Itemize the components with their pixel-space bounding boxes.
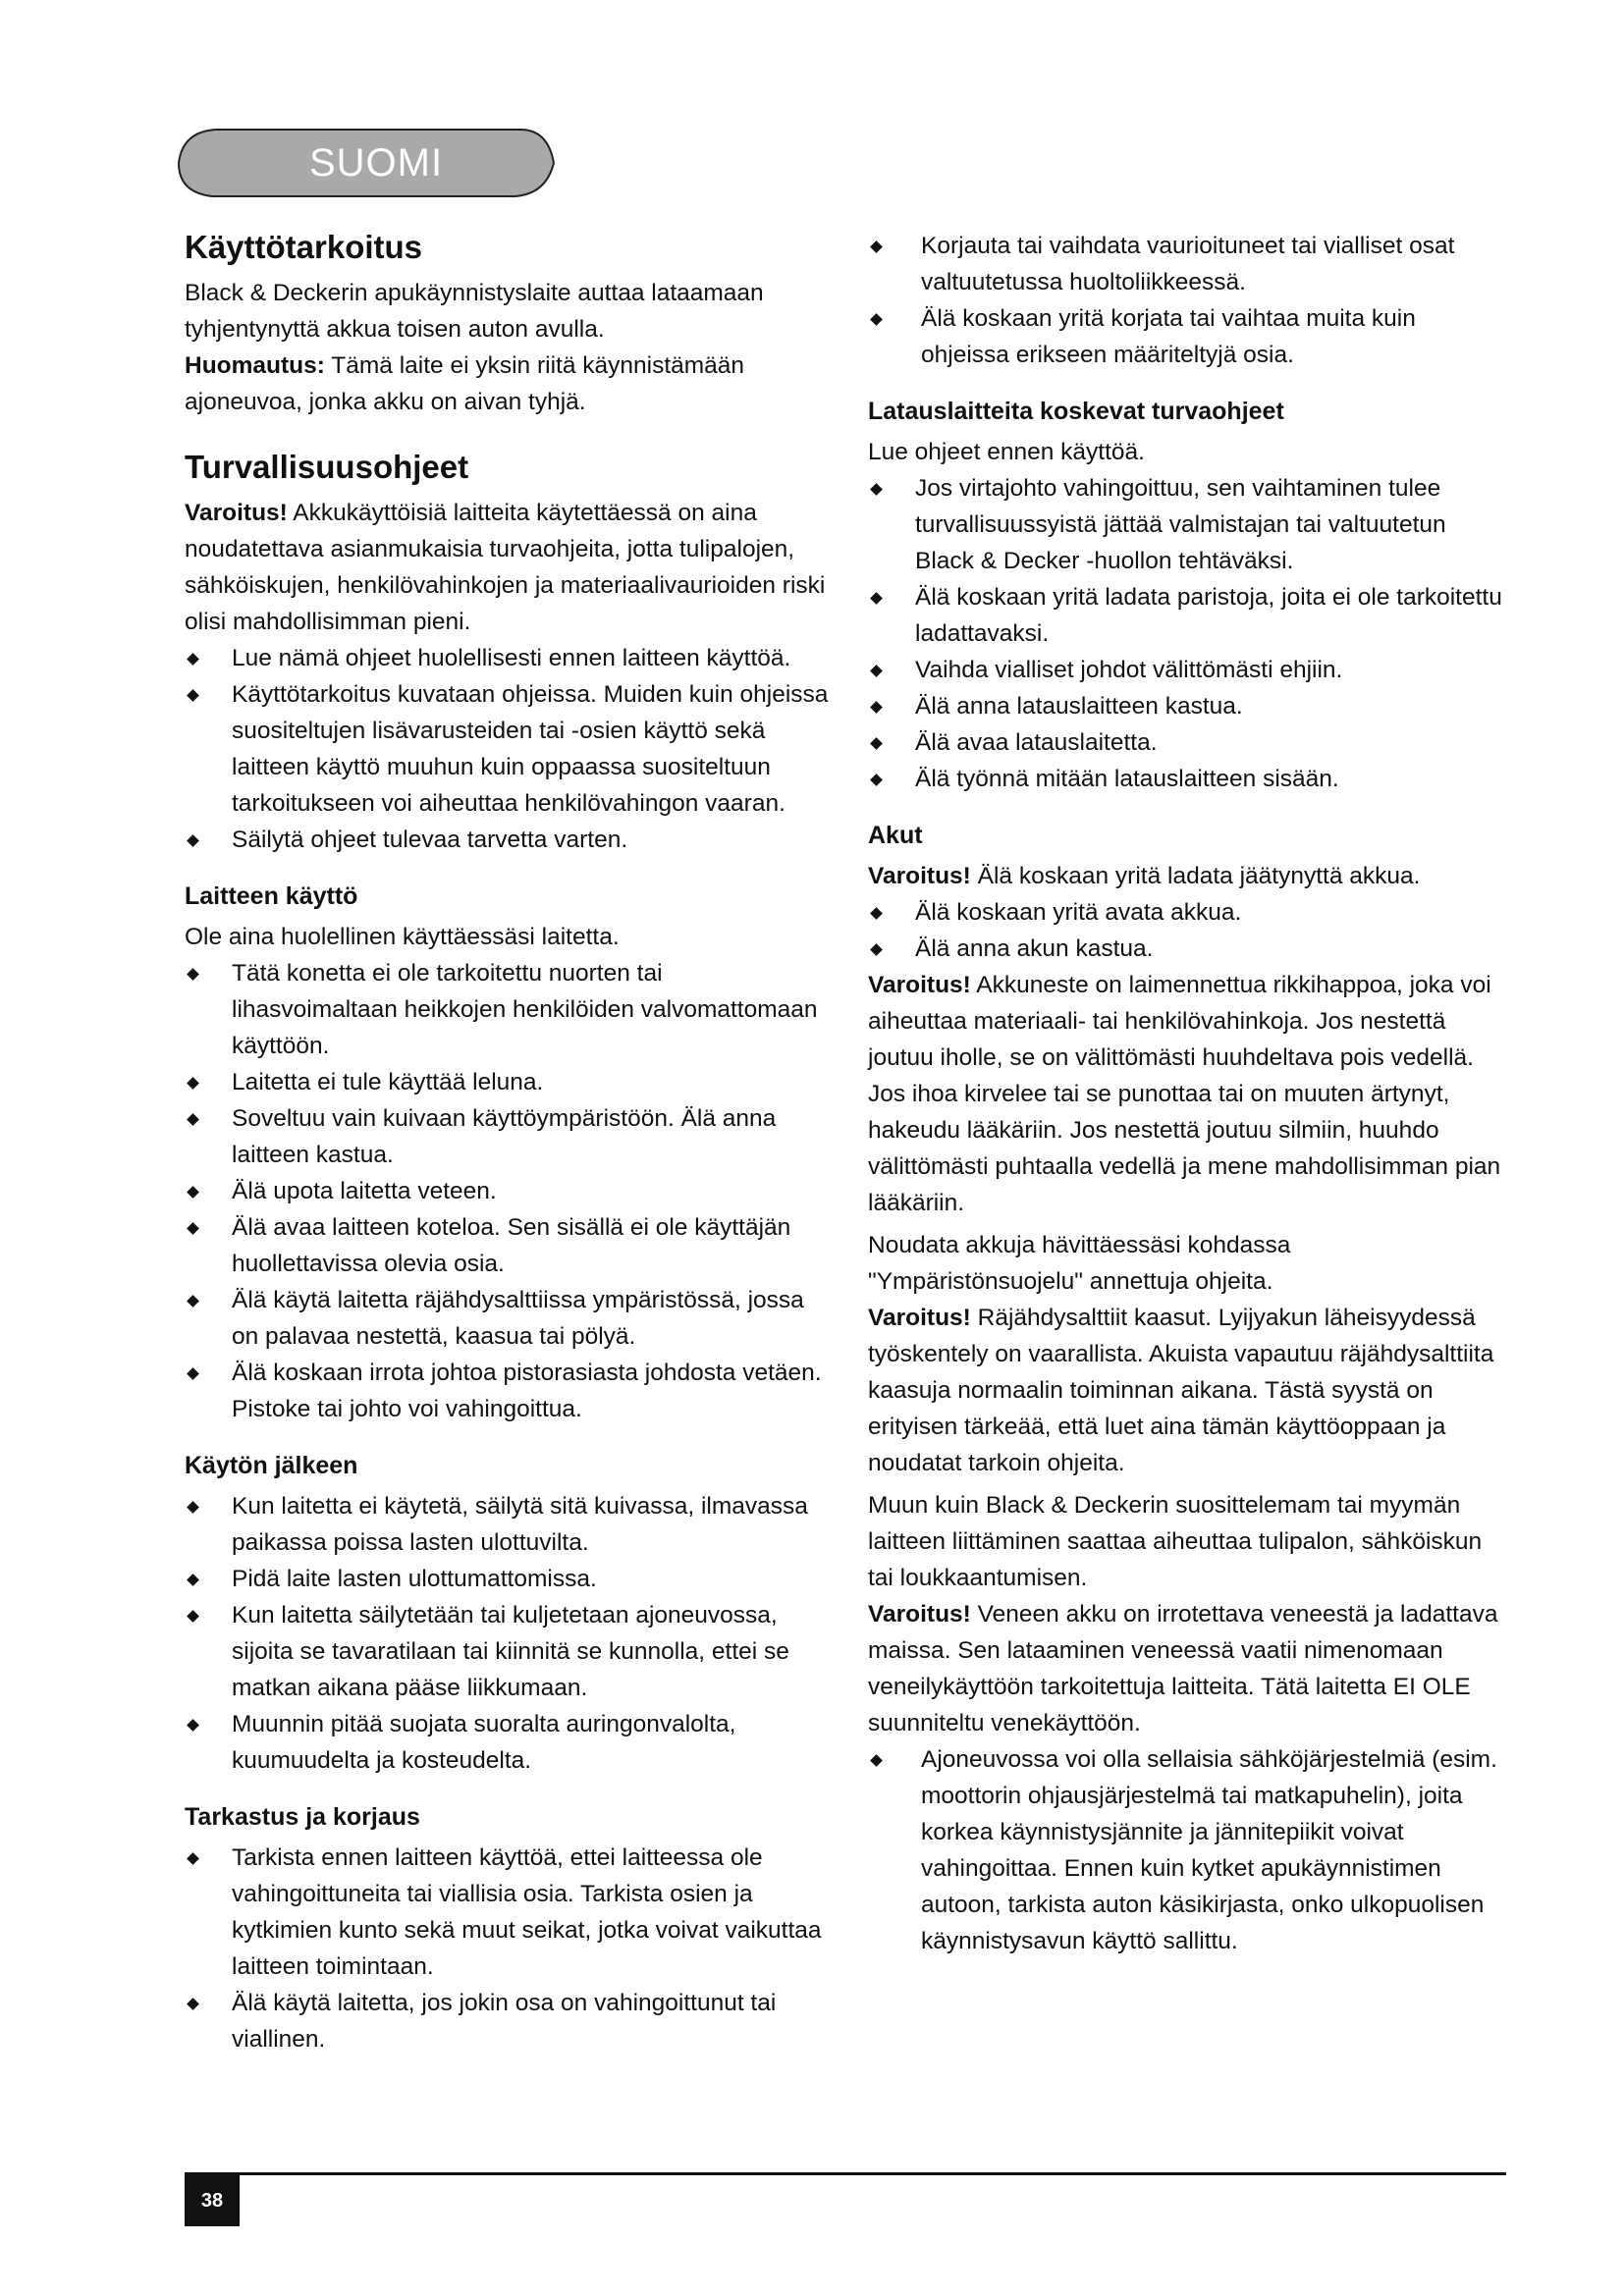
note-label: Huomautus: bbox=[185, 352, 325, 379]
note-text: Tämä laite ei yksin riitä käynnistämään ajoneuvoa, jonka akku on aivan tyhjä. bbox=[185, 352, 745, 415]
list-item: Älä koskaan yritä avata akkua. bbox=[868, 894, 1502, 931]
batteries-warning-1 bbox=[868, 858, 1502, 894]
warning-text: Älä koskaan yritä ladata jäätynyttä akkua. bbox=[970, 863, 1421, 889]
list-item: Älä koskaan yritä ladata paristoja, joita ei ole tarkoitettu ladattavaksi. bbox=[868, 579, 1502, 652]
bullet-icon bbox=[870, 701, 883, 714]
warning-label: Varoitus! bbox=[868, 972, 971, 998]
safety-list bbox=[185, 640, 829, 858]
list-item: Säilytä ohjeet tulevaa tarvetta varten. bbox=[185, 822, 829, 858]
left-column bbox=[185, 228, 829, 2057]
bullet-icon bbox=[187, 1077, 199, 1090]
warning-text: Veneen akku on irrotettava veneestä ja ladattava maissa. Sen lataaminen veneessä vaatii nimenomaan veneilykäyttöön tarkoitettuja laitteita. Tätä laitetta EI OLE suunniteltu venekäyttöön. bbox=[868, 1601, 1498, 1736]
warning-label: Varoitus! bbox=[868, 863, 971, 889]
safety-warning bbox=[185, 495, 829, 640]
list-item: Laitetta ei tule käyttää leluna. bbox=[185, 1064, 829, 1100]
warning-text: Akkukäyttöisiä laitteita käytettäessä on aina noudatettava asianmukaisia turvaohjeita, jotta tulipalojen, sähköiskujen, henkilövahinkojen ja materiaalivaurioiden riski olisi mahdollisimman pieni. bbox=[185, 500, 826, 635]
list-item: Lue nämä ohjeet huolellisesti ennen laitteen käyttöä. bbox=[185, 640, 829, 676]
list-item: Vaihda vialliset johdot välittömästi ehjiin. bbox=[868, 652, 1502, 688]
bullet-icon bbox=[870, 240, 883, 253]
safety-heading: Turvallisuusohjeet bbox=[185, 449, 469, 485]
bullet-icon bbox=[187, 1186, 199, 1199]
warning-text: Akkuneste on laimennettua rikkihappoa, joka voi aiheuttaa materiaali- tai henkilövahinkoja. Jos nestettä joutuu iholle, se on välittömästi huuhdeltava pois vedellä. Jos ihoa kirvelee tai se punottaa tai on muuten ärtynyt, hakeudu lääkäriin. Jos nestettä joutuu silmiin, huuhdo välittömästi puhtaalla vedellä ja mene mahdollisimman pian lääkäriin. bbox=[868, 972, 1501, 1216]
inspection-list bbox=[185, 1840, 829, 2057]
language-label: SUOMI bbox=[308, 141, 444, 185]
warning-label: Varoitus! bbox=[868, 1305, 971, 1331]
bullet-icon bbox=[187, 653, 199, 666]
use-heading: Laitteen käyttö bbox=[185, 882, 358, 910]
bullet-icon bbox=[870, 907, 883, 920]
after-use-heading: Käytön jälkeen bbox=[185, 1452, 358, 1479]
list-item: Älä koskaan irrota johtoa pistorasiasta johdosta vetäen. Pistoke tai johto voi vahingoittua. bbox=[185, 1355, 829, 1427]
after-use-list bbox=[185, 1488, 829, 1779]
bullet-icon bbox=[870, 483, 883, 496]
bullet-icon bbox=[187, 968, 199, 981]
warning-label: Varoitus! bbox=[185, 500, 288, 526]
list-item: Älä käytä laitetta, jos jokin osa on vahingoittunut tai viallinen. bbox=[185, 1985, 829, 2057]
warning-label: Varoitus! bbox=[868, 1601, 971, 1628]
repair-list bbox=[868, 228, 1502, 373]
list-item: Korjauta tai vaihdata vaurioituneet tai vialliset osat valtuutetussa huoltoliikkeessä. bbox=[868, 228, 1502, 300]
list-item: Älä upota laitetta veteen. bbox=[185, 1173, 829, 1209]
list-item: Älä anna latauslaitteen kastua. bbox=[868, 688, 1502, 724]
bullet-icon bbox=[187, 1501, 199, 1514]
batteries-list-2 bbox=[868, 1741, 1502, 1959]
bullet-icon bbox=[870, 737, 883, 750]
bullet-icon bbox=[187, 1852, 199, 1865]
list-item: Älä koskaan yritä korjata tai vaihtaa muita kuin ohjeissa erikseen määriteltyjä osia. bbox=[868, 300, 1502, 373]
batteries-warning-3 bbox=[868, 1300, 1502, 1481]
bullet-icon bbox=[187, 834, 199, 847]
use-intro: Ole aina huolellinen käyttäessäsi laitetta. bbox=[185, 924, 620, 950]
bullet-icon bbox=[187, 1222, 199, 1235]
chargers-intro: Lue ohjeet ennen käyttöä. bbox=[868, 439, 1145, 465]
list-item: Soveltuu vain kuivaan käyttöympäristöön. Älä anna laitteen kastua. bbox=[185, 1100, 829, 1173]
list-item: Jos virtajohto vahingoittuu, sen vaihtaminen tulee turvallisuussyistä jättää valmistajan tai valtuutetun Black & Decker -huollon tehtäväksi. bbox=[868, 470, 1502, 579]
list-item: Älä avaa laitteen koteloa. Sen sisällä ei ole käyttäjän huollettavissa olevia osia. bbox=[185, 1209, 829, 1282]
batteries-warning-4 bbox=[868, 1596, 1502, 1741]
intended-use-text: Black & Deckerin apukäynnistyslaite auttaa lataamaan tyhjentynyttä akkua toisen auton avulla. bbox=[185, 280, 764, 343]
list-item: Kun laitetta säilytetään tai kuljetetaan ajoneuvossa, sijoita se tavaratilaan tai kiinnitä se kunnolla, ettei se matkan aikana pääse liikkumaan. bbox=[185, 1597, 829, 1706]
chargers-heading: Latauslaitteita koskevat turvaohjeet bbox=[868, 398, 1284, 425]
bullet-icon bbox=[187, 1719, 199, 1732]
list-item: Älä anna akun kastua. bbox=[868, 931, 1502, 967]
footer-rule bbox=[185, 2172, 1506, 2175]
bullet-icon bbox=[187, 689, 199, 702]
list-item: Ajoneuvossa voi olla sellaisia sähköjärjestelmiä (esim. moottorin ohjausjärjestelmä tai matkapuhelin), joita korkea käynnistysjännite ja jännitepiikit voivat vahingoittaa. Ennen kuin kytket apukäynnistimen autoon, tarkista auton käsikirjasta, onko ulkopuolisen käynnistysavun käyttö sallittu. bbox=[868, 1741, 1502, 1959]
bullet-icon bbox=[870, 943, 883, 956]
list-item: Tätä konetta ei ole tarkoitettu nuorten tai lihasvoimaltaan heikkojen henkilöiden valvomattomaan käyttöön. bbox=[185, 955, 829, 1064]
bullet-icon bbox=[187, 1367, 199, 1380]
bullet-icon bbox=[870, 665, 883, 677]
batteries-other-devices: Muun kuin Black & Deckerin suosittelemam tai myymän laitteen liittäminen saattaa aiheuttaa tulipalon, sähköiskun tai loukkaantumisen. bbox=[868, 1492, 1483, 1591]
page-number: 38 bbox=[185, 2175, 240, 2226]
batteries-heading: Akut bbox=[868, 822, 923, 849]
intended-use-heading: Käyttötarkoitus bbox=[185, 229, 423, 265]
language-tab bbox=[177, 126, 556, 200]
list-item: Pidä laite lasten ulottumattomissa. bbox=[185, 1561, 829, 1597]
list-item: Älä käytä laitetta räjähdysalttiissa ympäristössä, jossa on palavaa nestettä, kaasua tai pölyä. bbox=[185, 1282, 829, 1355]
batteries-list bbox=[868, 894, 1502, 967]
bullet-icon bbox=[870, 592, 883, 605]
bullet-icon bbox=[870, 313, 883, 326]
bullet-icon bbox=[870, 774, 883, 786]
list-item: Käyttötarkoitus kuvataan ohjeissa. Muiden kuin ohjeissa suositeltujen lisävarusteiden tai -osien käyttö sekä laitteen käyttö muuhun kuin oppaassa suositeltuun tarkoitukseen voi aiheuttaa henkilövahingon vaaran. bbox=[185, 676, 829, 822]
chargers-list bbox=[868, 470, 1502, 797]
bullet-icon bbox=[187, 1295, 199, 1308]
list-item: Älä avaa latauslaitetta. bbox=[868, 724, 1502, 761]
batteries-warning-2 bbox=[868, 967, 1502, 1221]
bullet-icon bbox=[187, 1610, 199, 1623]
bullet-icon bbox=[187, 1113, 199, 1126]
intended-use-note bbox=[185, 347, 829, 420]
list-item: Älä työnnä mitään latauslaitteen sisään. bbox=[868, 761, 1502, 797]
batteries-disposal: Noudata akkuja hävittäessäsi kohdassa "Ympäristönsuojelu" annettuja ohjeita. bbox=[868, 1232, 1291, 1295]
bullet-icon bbox=[187, 1998, 199, 2010]
bullet-icon bbox=[187, 1574, 199, 1586]
use-list bbox=[185, 955, 829, 1427]
list-item: Kun laitetta ei käytetä, säilytä sitä kuivassa, ilmavassa paikassa poissa lasten ulottuvilta. bbox=[185, 1488, 829, 1561]
inspection-heading: Tarkastus ja korjaus bbox=[185, 1803, 420, 1831]
list-item: Muunnin pitää suojata suoralta auringonvalolta, kuumuudelta ja kosteudelta. bbox=[185, 1706, 829, 1779]
bullet-icon bbox=[870, 1754, 883, 1767]
warning-text: Räjähdysalttiit kaasut. Lyijyakun läheisyydessä työskentely on vaarallista. Akuista vapautuu räjähdysalttiita kaasuja normaalin toiminnan aikana. Tästä syystä on erityisen tärkeää, että luet aina tämän käyttöoppaan ja noudatat tarkoin ohjeita. bbox=[868, 1305, 1494, 1476]
list-item: Tarkista ennen laitteen käyttöä, ettei laitteessa ole vahingoittuneita tai viallisia osia. Tarkista osien ja kytkimien kunto sekä muut seikat, jotka voivat vaikuttaa laitteen toimintaan. bbox=[185, 1840, 829, 1985]
right-column bbox=[868, 228, 1502, 1959]
